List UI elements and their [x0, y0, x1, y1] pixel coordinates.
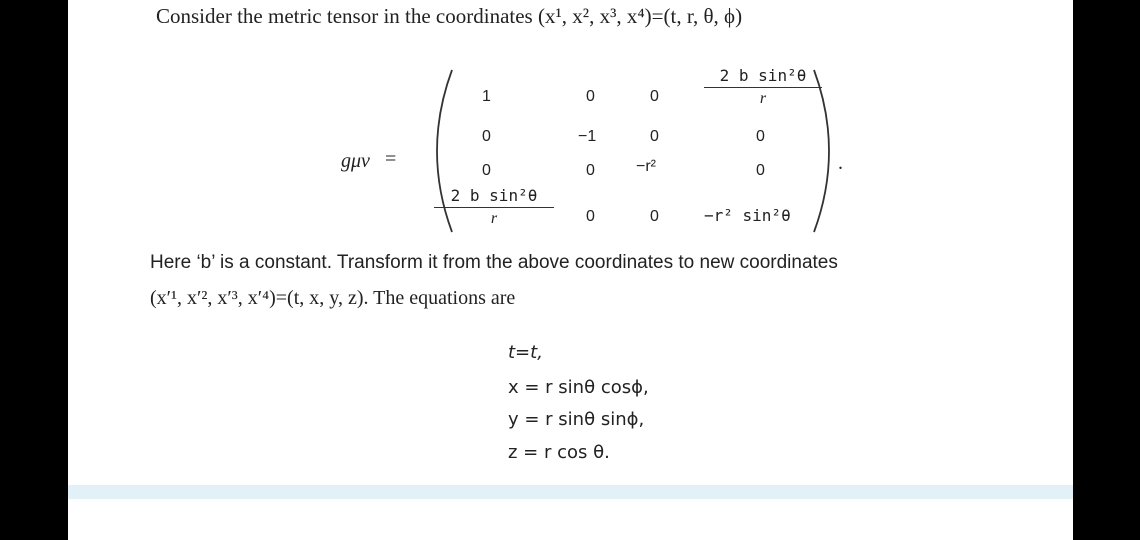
matrix-cell-r4c3: 0: [650, 208, 659, 225]
matrix-cell-r2c2: −1: [578, 128, 597, 145]
fraction-denominator: r: [490, 210, 498, 227]
matrix-cell-r1c2: 0: [586, 88, 595, 105]
equation-t: t=t,: [508, 342, 543, 363]
new-coordinates-line: (x′¹, x′², x′³, x′⁴)=(t, x, y, z). The equations are: [150, 287, 516, 309]
fraction-denominator: r: [759, 90, 767, 107]
period: .: [838, 152, 843, 174]
matrix-cell-r2c3: 0: [650, 128, 659, 145]
equation-y: y = r sinθ sinϕ,: [508, 409, 645, 430]
matrix-cell-r3c3: −r²: [636, 158, 656, 175]
matrix-cell-r2c4: 0: [756, 128, 765, 145]
matrix-cell-r3c4: 0: [756, 162, 765, 179]
paragraph-text: Here ‘b’ is a constant. Transform it from the above coordinates to new coordinates: [150, 252, 838, 273]
matrix-cell-r4c4: −r² sin²θ: [704, 206, 791, 225]
matrix-cell-r1c4: [704, 66, 822, 108]
matrix-cell-r3c1: 0: [482, 162, 491, 179]
page: [68, 0, 1073, 540]
matrix-cell-r4c2: 0: [586, 208, 595, 225]
matrix-cell-r1c3: 0: [650, 88, 659, 105]
equation-x: x = r sinθ cosϕ,: [508, 377, 649, 398]
fraction-bar: [434, 207, 554, 208]
equals-sign: =: [385, 148, 397, 170]
fraction-numerator: 2 b sin²θ: [719, 66, 807, 85]
matrix-cell-r2c1: 0: [482, 128, 491, 145]
bottom-divider: [68, 485, 1073, 499]
matrix-cell-r1c1: 1: [482, 88, 491, 105]
matrix-cell-r4c1: [434, 186, 554, 228]
intro-line: Consider the metric tensor in the coordinates (x¹, x², x³, x⁴)=(t, r, θ, ϕ): [156, 4, 743, 28]
matrix-cell-r3c2: 0: [586, 162, 595, 179]
equation-z: z = r cos θ.: [508, 442, 610, 463]
fraction-numerator: 2 b sin²θ: [450, 186, 538, 205]
metric-symbol: gμν: [341, 150, 370, 172]
fraction-bar: [704, 87, 822, 88]
